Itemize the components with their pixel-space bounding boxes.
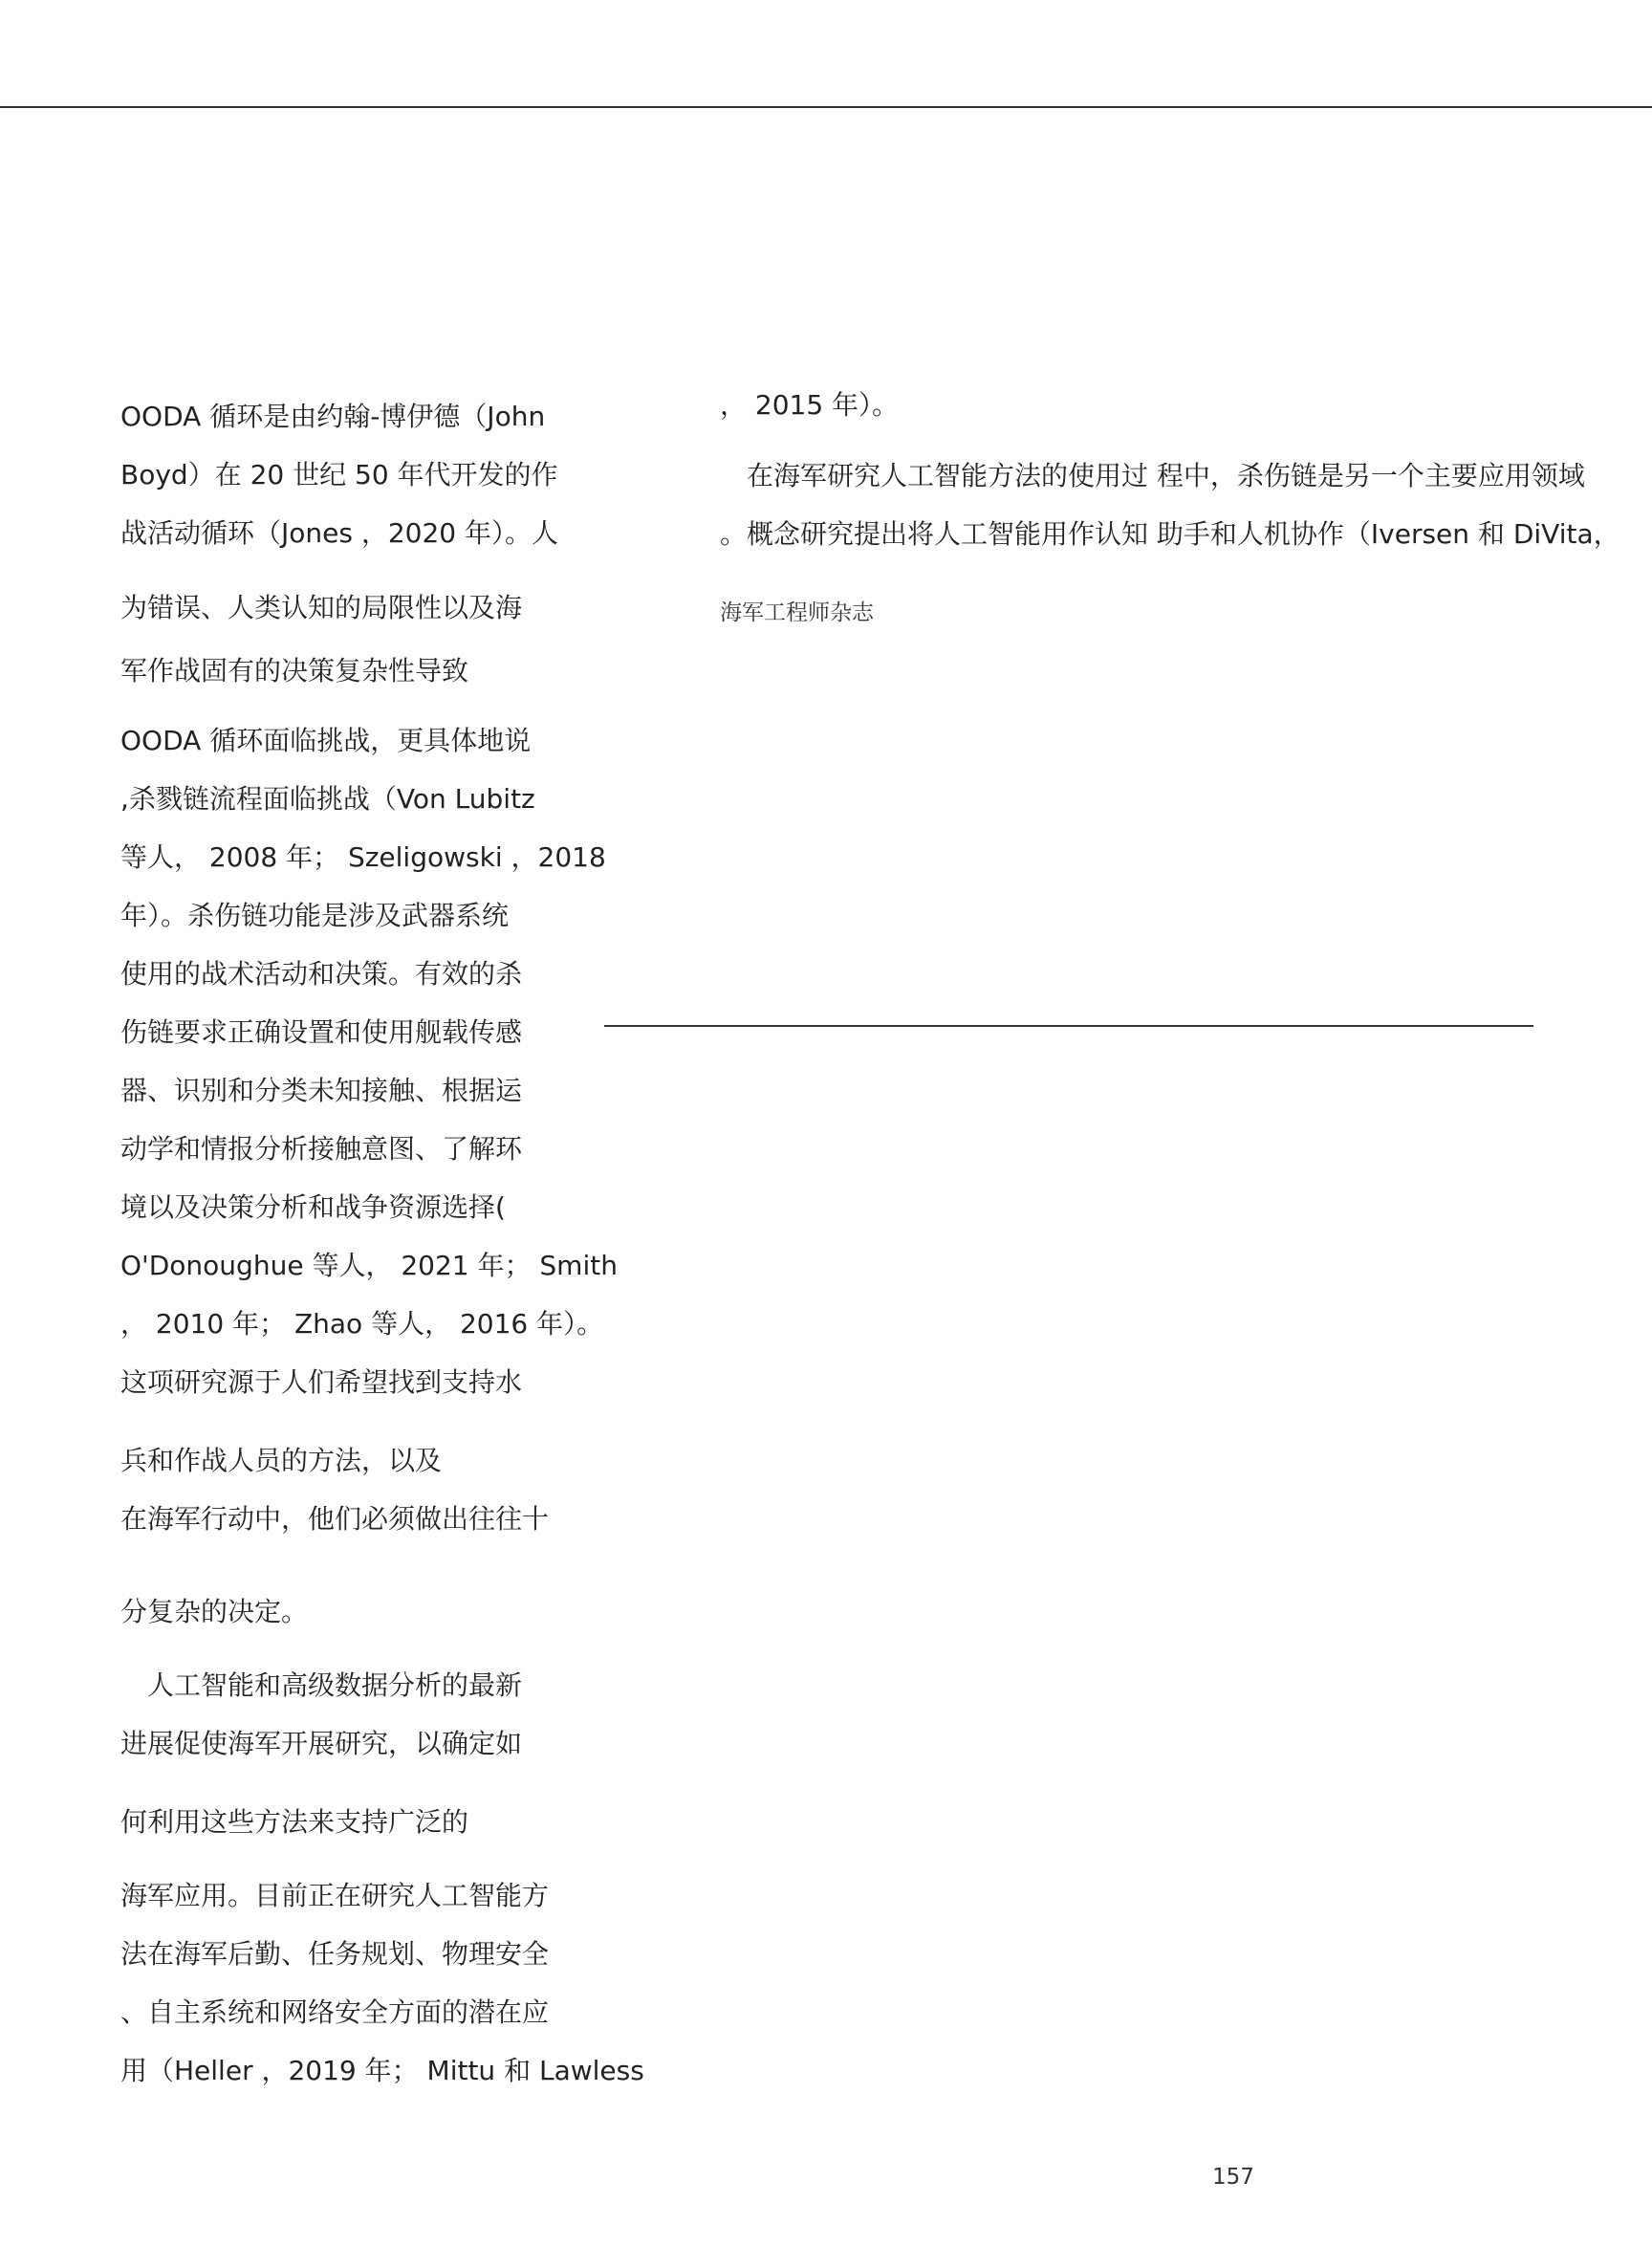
left-text-line: 战活动循环（Jones ，2020 年）。人 xyxy=(120,517,559,549)
left-text-line: O'Donoughue 等人， 2021 年； Smith xyxy=(120,1250,618,1281)
left-text-line: 在海军行动中，他们必须做出往往十 xyxy=(120,1503,550,1535)
left-text-line: 、自主系统和网络安全方面的潜在应 xyxy=(120,1996,550,2028)
right-text-line: 在海军研究人工智能方法的使用过 程中，杀伤链是另一个主要应用领域 xyxy=(720,460,1585,491)
left-text-line: 境以及决策分析和战争资源选择( xyxy=(120,1191,506,1223)
left-text-line: 用（Heller ，2019 年； Mittu 和 Lawless xyxy=(120,2055,644,2086)
right-text-line: ， 2015 年）。 xyxy=(720,389,900,421)
column-divider-rule xyxy=(604,1025,1533,1027)
left-text-line: OODA 循环是由约翰-博伊德（John xyxy=(120,401,546,432)
left-text-line: 为错误、人类认知的局限性以及海 xyxy=(120,592,523,623)
left-text-line: 年）。杀伤链功能是涉及武器系统 xyxy=(120,900,510,931)
header-rule xyxy=(0,106,1652,108)
left-text-line: OODA 循环面临挑战，更具体地说 xyxy=(120,725,532,756)
right-text-line: 。概念研究提出将人工智能用作认知 助手和人机协作（Iversen 和 DiVita， xyxy=(720,518,1620,550)
left-text-line: 器、识别和分类未知接触、根据运 xyxy=(120,1075,523,1106)
left-text-line: 分复杂的决定。 xyxy=(120,1596,309,1627)
left-text-line: 这项研究源于人们希望找到支持水 xyxy=(120,1366,523,1398)
left-text-line: 等人， 2008 年； Szeligowski ，2018 xyxy=(120,841,606,873)
left-text-line: Boyd）在 20 世纪 50 年代开发的作 xyxy=(120,459,558,491)
left-text-line: ,杀戮链流程面临挑战（Von Lubitz xyxy=(120,783,535,815)
left-text-line: 兵和作战人员的方法，以及 xyxy=(120,1445,443,1476)
left-text-line: 人工智能和高级数据分析的最新 xyxy=(120,1669,523,1701)
left-text-line: 进展促使海军开展研究，以确定如 xyxy=(120,1728,523,1759)
left-text-line: ， 2010 年； Zhao 等人， 2016 年）。 xyxy=(120,1308,604,1340)
left-text-line: 军作战固有的决策复杂性导致 xyxy=(120,655,469,687)
left-text-line: 使用的战术活动和决策。有效的杀 xyxy=(120,958,523,990)
left-text-line: 伤链要求正确设置和使用舰载传感 xyxy=(120,1016,523,1048)
page-number: 157 xyxy=(1212,2165,1254,2190)
journal-name: 海军工程师杂志 xyxy=(720,600,874,625)
left-text-line: 何利用这些方法来支持广泛的 xyxy=(120,1806,469,1838)
left-text-line: 动学和情报分析接触意图、了解环 xyxy=(120,1133,523,1165)
left-text-line: 海军应用。目前正在研究人工智能方 xyxy=(120,1880,550,1911)
left-text-line: 法在海军后勤、任务规划、物理安全 xyxy=(120,1938,550,1970)
